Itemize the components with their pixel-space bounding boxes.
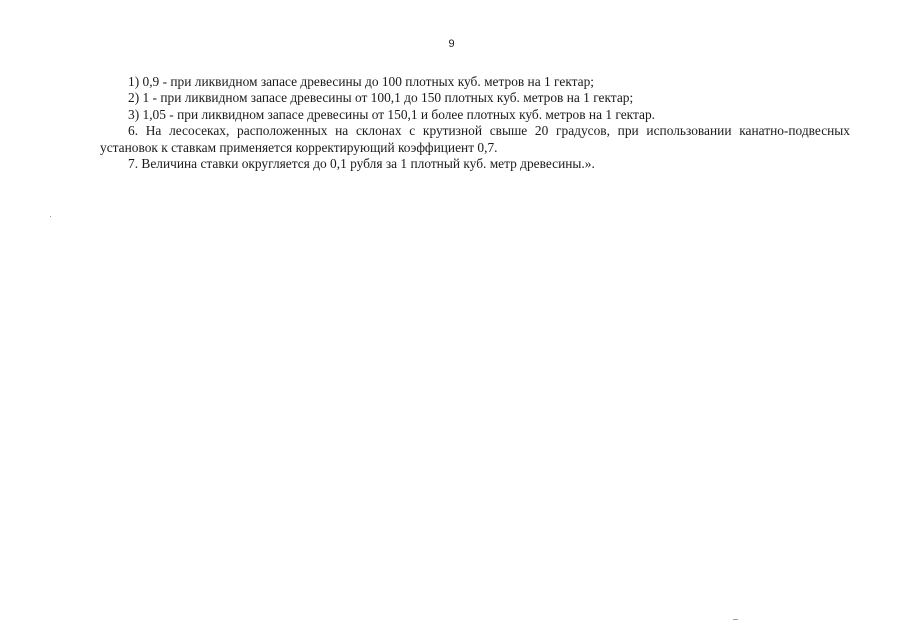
coefficient-item-3: 3) 1,05 - при ликвидном запасе древесины от 150,1 и более плотных куб. метров на 1 гектар. <box>128 106 656 122</box>
coefficient-item-1: 1) 0,9 - при ликвидном запасе древесины до 100 плотных куб. метров на 1 гектар; <box>128 74 595 89</box>
page-number: 9 <box>448 38 455 50</box>
coefficient-item-2: 2) 1 - при ликвидном запасе древесины от 100,1 до 150 плотных куб. метров на 1 гектар; <box>128 90 634 106</box>
clause-7: 7. Величина ставки округляется до 0,1 рубля за 1 плотный куб. метр древесины.». <box>128 156 595 172</box>
scan-speck <box>733 619 738 620</box>
clause-6: 6. На лесосеках, расположенных на склонах с крутизной свыше 20 градусов, при использовании канатно-подвесных установок к ставкам применяется корректирующий коэффициент 0,7. <box>100 123 850 155</box>
document-body <box>100 74 850 172</box>
scan-speck <box>50 216 51 217</box>
